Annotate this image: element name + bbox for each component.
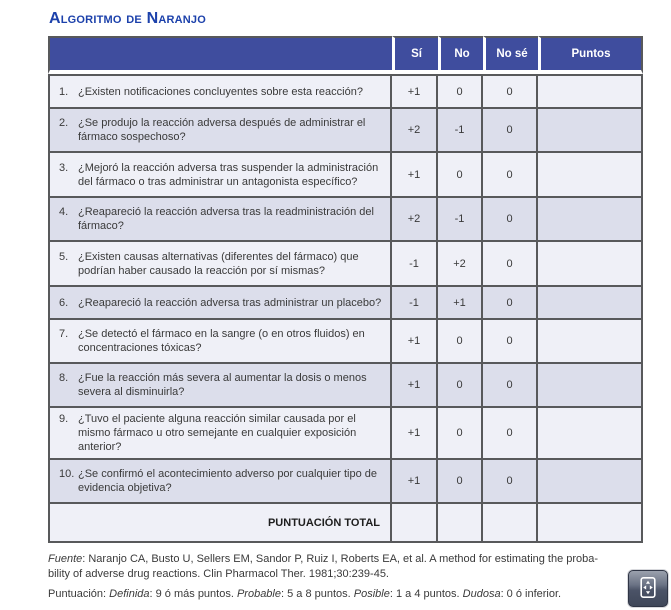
puntos-cell xyxy=(538,408,643,460)
source-note-line1: : Naranjo CA, Busto U, Sellers EM, Sandor P, Ruiz I, Roberts EA, et al. A method for estimating the proba- xyxy=(82,553,599,565)
no-se-cell: 0 xyxy=(483,287,538,320)
si-cell: +2 xyxy=(392,198,438,242)
si-cell: +1 xyxy=(392,320,438,364)
score-note-segment: Definida xyxy=(109,588,150,600)
question-number: 9. xyxy=(59,413,69,425)
table-row xyxy=(48,287,643,320)
question-number: 6. xyxy=(59,296,69,309)
question-text: ¿Mejoró la reacción adversa tras suspender la administración del fármaco o tras administrar un antagonista específico? xyxy=(78,161,379,188)
document-page xyxy=(0,10,671,610)
puntos-cell xyxy=(538,74,643,109)
total-no-cell xyxy=(438,504,483,543)
expand-arrows-icon xyxy=(637,575,659,602)
question-text: ¿Existen causas alternativas (diferentes del fármaco) que podrían haber causado la reacción por sí mismas? xyxy=(78,250,359,277)
question-cell xyxy=(48,364,392,408)
page-title: Algoritmo de Naranjo xyxy=(49,10,206,27)
no-se-cell: 0 xyxy=(483,364,538,408)
puntos-cell xyxy=(538,320,643,364)
si-cell: +1 xyxy=(392,153,438,198)
question-number: 8. xyxy=(59,372,69,384)
table-row xyxy=(48,198,643,242)
question-text: ¿Se confirmó el acontecimiento adverso por cualquier tipo de evidencia objetiva? xyxy=(78,468,377,494)
table-row xyxy=(48,74,643,109)
total-si-cell xyxy=(392,504,438,543)
header-row xyxy=(48,36,643,74)
si-cell: +1 xyxy=(392,408,438,460)
score-note xyxy=(48,587,651,602)
question-number: 2. xyxy=(59,117,69,129)
si-cell: -1 xyxy=(392,287,438,320)
score-note-segment: Puntuación: xyxy=(48,588,110,600)
source-note-line2: bility of adverse drug reactions. Clin Pharmacol Ther. 1981;30:239-45. xyxy=(48,567,389,580)
question-text: ¿Reapareció la reacción adversa tras la readministración del fármaco? xyxy=(78,206,374,232)
no-se-cell: 0 xyxy=(483,153,538,198)
question-text: ¿Tuvo el paciente alguna reacción similar causada por el mismo fármaco u otro semejante en cualquier exposición anterior? xyxy=(78,413,357,453)
no-se-cell: 0 xyxy=(483,109,538,153)
score-note-segment: : 9 ó más puntos. xyxy=(149,588,237,600)
score-note-segment: : 5 a 8 puntos. xyxy=(281,588,354,600)
si-cell: +2 xyxy=(392,109,438,153)
no-cell: 0 xyxy=(438,460,483,504)
no-se-cell: 0 xyxy=(483,242,538,287)
puntos-cell xyxy=(538,364,643,408)
no-cell: 0 xyxy=(438,153,483,198)
table-row xyxy=(48,320,643,364)
col-header-no-se: No sé xyxy=(483,36,538,74)
question-cell xyxy=(48,198,392,242)
question-number: 4. xyxy=(59,206,69,218)
table-row xyxy=(48,153,643,198)
si-cell: +1 xyxy=(392,364,438,408)
si-cell: +1 xyxy=(392,74,438,109)
total-puntos-cell xyxy=(538,504,643,543)
score-note-segment: : 1 a 4 puntos. xyxy=(389,588,463,600)
question-cell xyxy=(48,287,392,320)
no-cell: -1 xyxy=(438,109,483,153)
no-se-cell: 0 xyxy=(483,408,538,460)
table-row xyxy=(48,460,643,504)
no-se-cell: 0 xyxy=(483,74,538,109)
no-cell: 0 xyxy=(438,320,483,364)
question-cell xyxy=(48,74,392,109)
score-note-segment: Dudosa xyxy=(462,588,501,600)
no-se-cell: 0 xyxy=(483,460,538,504)
no-cell: -1 xyxy=(438,198,483,242)
total-no-se-cell xyxy=(483,504,538,543)
table-row xyxy=(48,364,643,408)
no-cell: +2 xyxy=(438,242,483,287)
puntos-cell xyxy=(538,153,643,198)
no-se-cell: 0 xyxy=(483,320,538,364)
table-row xyxy=(48,408,643,460)
question-cell xyxy=(48,153,392,198)
puntos-cell xyxy=(538,287,643,320)
question-cell xyxy=(48,242,392,287)
question-number: 7. xyxy=(59,328,69,340)
question-cell xyxy=(48,320,392,364)
table-row xyxy=(48,109,643,153)
col-header-si: Sí xyxy=(392,36,438,74)
question-text: ¿Se detectó el fármaco en la sangre (o en otros fluidos) en concentraciones tóxicas? xyxy=(78,328,365,354)
table-row xyxy=(48,242,643,287)
puntos-cell xyxy=(538,109,643,153)
no-cell: 0 xyxy=(438,74,483,109)
question-text: ¿Existen notificaciones concluyentes sobre esta reacción? xyxy=(78,85,363,98)
source-note xyxy=(48,552,651,581)
si-cell: +1 xyxy=(392,460,438,504)
no-cell: 0 xyxy=(438,408,483,460)
total-row xyxy=(48,504,643,543)
source-note-label: Fuente xyxy=(48,553,83,565)
question-cell xyxy=(48,109,392,153)
col-header-no: No xyxy=(438,36,483,74)
si-cell: -1 xyxy=(392,242,438,287)
question-text: ¿Se produjo la reacción adversa después de administrar el fármaco sospechoso? xyxy=(78,117,366,143)
score-note-segment: Probable xyxy=(236,588,281,600)
naranjo-table xyxy=(48,36,643,543)
expand-button[interactable] xyxy=(628,570,668,607)
question-number: 1. xyxy=(59,85,69,98)
no-se-cell: 0 xyxy=(483,198,538,242)
total-label: PUNTUACIÓN TOTAL xyxy=(48,504,392,543)
no-cell: +1 xyxy=(438,287,483,320)
question-number: 10. xyxy=(59,468,75,480)
score-note-segment: Posible xyxy=(353,588,390,600)
score-note-segment: : 0 ó inferior. xyxy=(500,588,562,600)
question-number: 3. xyxy=(59,161,69,174)
col-header-puntos: Puntos xyxy=(538,36,643,74)
no-cell: 0 xyxy=(438,364,483,408)
question-text: ¿Reapareció la reacción adversa tras administrar un placebo? xyxy=(78,296,382,309)
question-cell xyxy=(48,408,392,460)
puntos-cell xyxy=(538,460,643,504)
puntos-cell xyxy=(538,242,643,287)
puntos-cell xyxy=(538,198,643,242)
question-cell xyxy=(48,460,392,504)
question-number: 5. xyxy=(59,250,69,263)
col-header-question xyxy=(48,36,392,74)
question-text: ¿Fue la reacción más severa al aumentar la dosis o menos severa al disminuirla? xyxy=(78,372,367,398)
